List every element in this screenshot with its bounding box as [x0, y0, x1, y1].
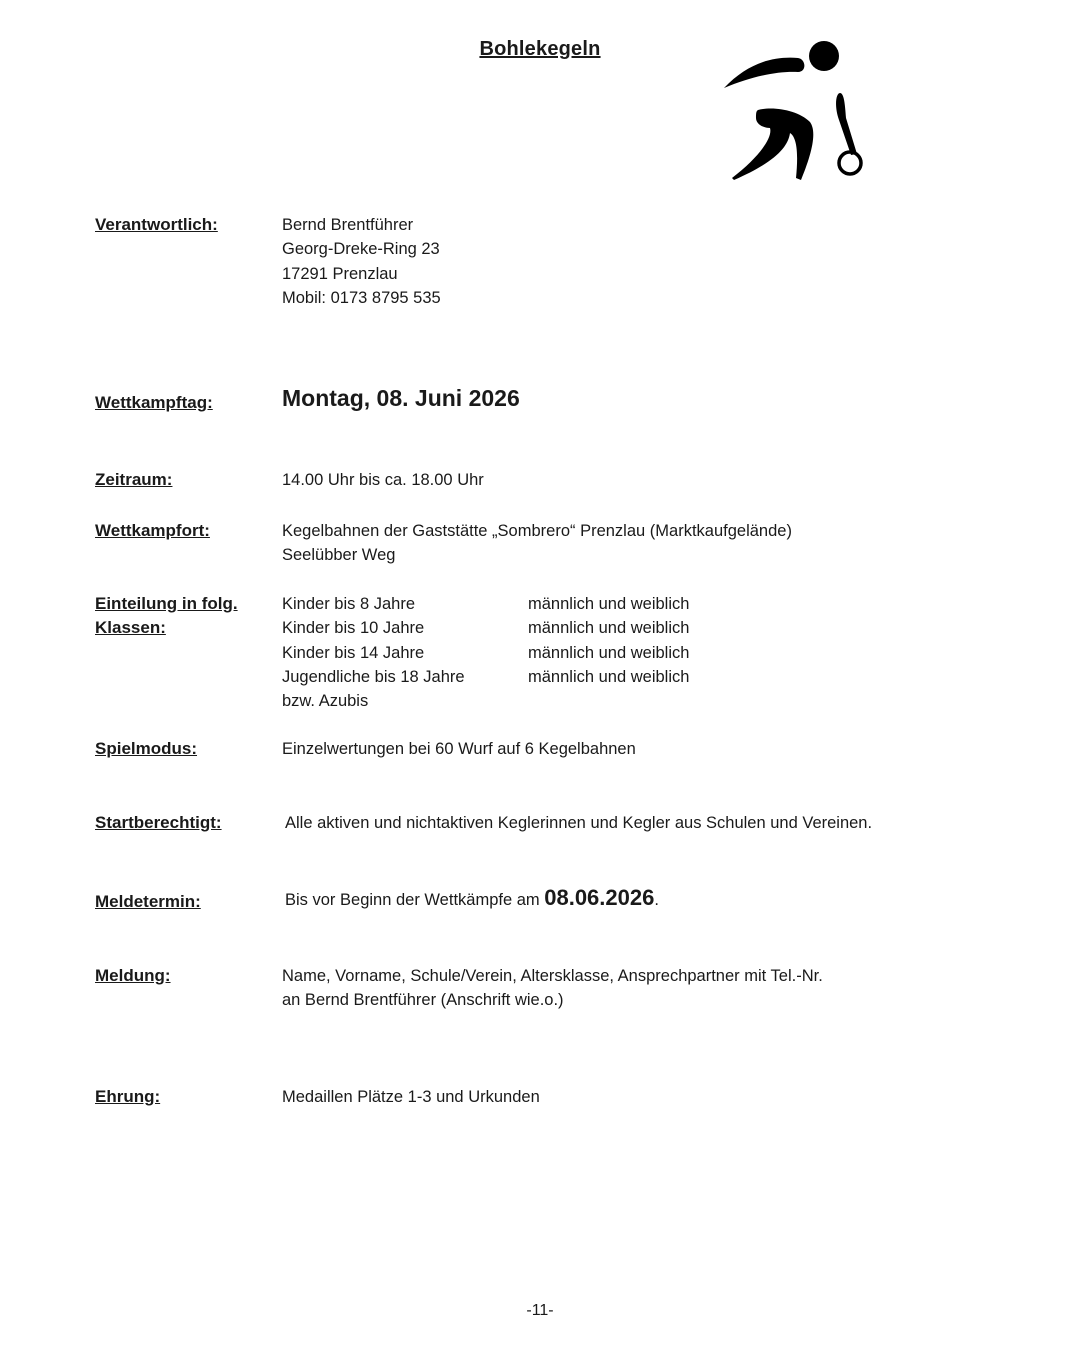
class-list: [282, 592, 465, 713]
deadline-date: 08.06.2026: [544, 885, 655, 910]
venue-street: Seelübber Weg: [282, 546, 396, 565]
class-item: Kinder bis 10 Jahre: [282, 619, 425, 638]
page-number: -11-: [526, 1302, 554, 1319]
class-gender: männlich und weiblich: [528, 643, 690, 662]
registration-info: [282, 964, 823, 1013]
deadline-prefix: Bis vor Beginn der Wettkämpfe am: [285, 891, 545, 909]
registration-fields: Name, Vorname, Schule/Verein, Altersklasse, Ansprechpartner mit Tel.-Nr.: [282, 967, 823, 985]
contact-name: Bernd Brentführer: [282, 216, 414, 234]
class-gender: männlich und weiblich: [528, 619, 690, 638]
deadline-suffix: .: [654, 891, 659, 909]
eligibility: Alle aktiven und nichtaktiven Keglerinnen und Kegler aus Schulen und Vereinen.: [285, 814, 873, 832]
contact-street: Georg-Dreke-Ring 23: [282, 240, 440, 259]
label-meldetermin: Meldetermin:: [95, 892, 201, 911]
class-gender: männlich und weiblich: [528, 595, 690, 613]
registration-recipient: an Bernd Brentführer (Anschrift wie.o.): [282, 991, 564, 1010]
awards: Medaillen Plätze 1-3 und Urkunden: [282, 1088, 540, 1106]
game-mode: Einzelwertungen bei 60 Wurf auf 6 Kegelbahnen: [282, 740, 636, 758]
contact-mobile: Mobil: 0173 8795 535: [282, 288, 441, 307]
class-item: Kinder bis 14 Jahre: [282, 643, 425, 662]
time-range: 14.00 Uhr bis ca. 18.00 Uhr: [282, 471, 484, 489]
venue-block: [282, 519, 792, 568]
label-ehrung: Ehrung:: [95, 1087, 161, 1106]
venue-name: Kegelbahnen der Gaststätte „Sombrero“ Prenzlau (Marktkaufgelände): [282, 522, 792, 540]
class-item: Kinder bis 8 Jahre: [282, 595, 415, 613]
label-einteilung: Einteilung in folg. Klassen:: [95, 594, 238, 637]
class-item: Jugendliche bis 18 Jahre: [282, 667, 465, 686]
contact-city: 17291 Prenzlau: [282, 264, 398, 283]
label-zeitraum: Zeitraum:: [95, 470, 173, 489]
class-gender-list: [528, 592, 689, 689]
bowling-pictogram-icon: [718, 38, 868, 186]
label-wettkampftag: Wettkampftag:: [95, 393, 213, 412]
label-meldung: Meldung:: [95, 966, 171, 985]
registration-deadline: [285, 886, 659, 912]
label-verantwortlich: Verantwortlich:: [95, 215, 218, 234]
contact-block: [282, 213, 441, 310]
label-wettkampfort: Wettkampfort:: [95, 521, 210, 540]
class-gender: männlich und weiblich: [528, 667, 690, 686]
competition-date: Montag, 08. Juni 2026: [282, 385, 520, 411]
class-extra: bzw. Azubis: [282, 692, 369, 711]
page-title: Bohlekegeln: [479, 38, 601, 60]
label-spielmodus: Spielmodus:: [95, 739, 198, 758]
label-startberechtigt: Startberechtigt:: [95, 813, 222, 832]
